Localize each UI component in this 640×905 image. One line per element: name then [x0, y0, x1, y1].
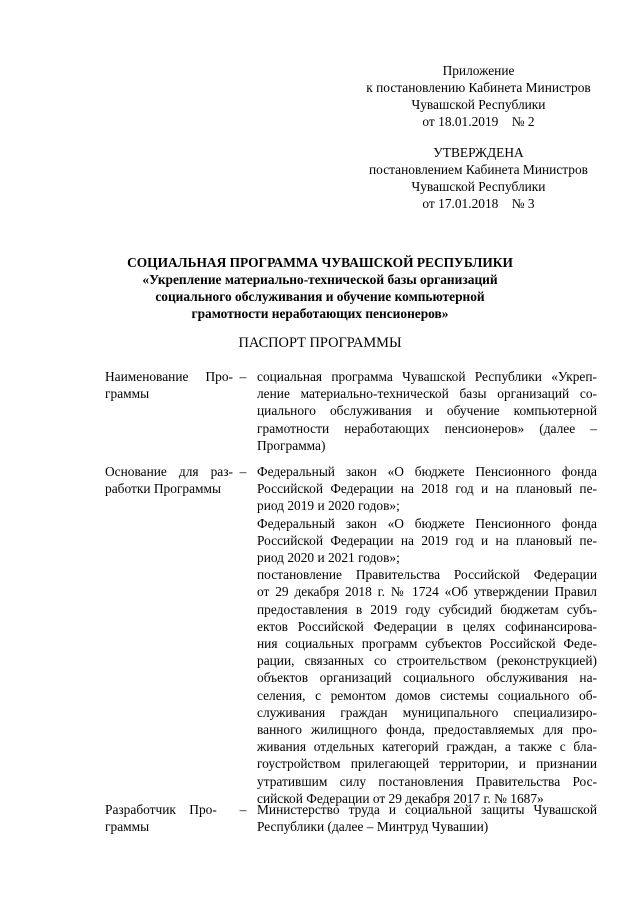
text-line: от 29 декабря 2018 г. № 1724 «Об утверждении Правил [257, 584, 597, 600]
text-line: ление материально-технической базы организаций со- [257, 386, 597, 402]
text-line: сийской Федерации от 29 декабря 2017 г. № 1687» [257, 790, 544, 806]
text-line: селения, с ремонтом домов системы социального об- [257, 687, 597, 703]
row-label-basis [105, 463, 233, 497]
text-line: Российской Федерации на 2019 год и на плановый пе- [257, 532, 597, 548]
text-line: Министерство труда и социальной защиты Чувашской [257, 802, 597, 817]
label-line: Основание для раз- [105, 464, 233, 479]
label-line: граммы [105, 819, 150, 834]
label-line: граммы [105, 386, 150, 401]
text-line: объектов организаций социального обслуживания на- [257, 670, 597, 686]
row-text-developer [257, 801, 597, 835]
text-line: постановление Правительства Российской Федерации [257, 567, 597, 583]
text-line: ектов Российской Федерации в целях софинансирова- [257, 618, 597, 634]
approved-line: Чувашской Республики [411, 179, 546, 194]
row-dash: – [239, 464, 247, 479]
text-line: ния социальных программ субъектов Российской Феде- [257, 636, 597, 652]
row-dash: – [239, 802, 247, 817]
text-line: риод 2019 и 2020 годов»; [257, 498, 400, 514]
text-line: Федеральный закон «О бюджете Пенсионного фонда [257, 464, 597, 479]
text-line: рации, связанных со строительством (реконструкцией) [257, 653, 597, 669]
appendix-date-line: от 18.01.2019 № 2 [422, 114, 535, 129]
text-line: циального обслуживания и обучение компьютерной [257, 403, 597, 419]
row-text-basis [257, 463, 597, 807]
text-line: служивания граждан муниципального специализиро- [257, 704, 597, 720]
text-line: предоставления в 2019 году субсидий бюджетам субъ- [257, 601, 597, 617]
row-dash: – [239, 369, 247, 384]
label-line: Наименование Про- [105, 369, 233, 384]
text-line: социальная программа Чувашской Республики «Укреп- [257, 369, 597, 384]
approved-line: постановлением Кабинета Министров [369, 162, 588, 177]
appendix-line: к постановлению Кабинета Министров [366, 80, 591, 95]
program-title: СОЦИАЛЬНАЯ ПРОГРАММА ЧУВАШСКОЙ РЕСПУБЛИКИ [127, 255, 513, 270]
text-line: Республики (далее – Минтруд Чувашии) [257, 819, 489, 835]
row-label-name [105, 368, 233, 402]
text-line: ванного жилищного фонда, предоставляемых для про- [257, 722, 597, 738]
text-line: грамотности неработающих пенсионеров» (далее – [257, 420, 597, 436]
text-line: Федеральный закон «О бюджете Пенсионного фонда [257, 515, 597, 531]
appendix-line: Чувашской Республики [411, 97, 546, 112]
passport-title: ПАСПОРТ ПРОГРАММЫ [238, 335, 402, 351]
approved-line: УТВЕРЖДЕНА [433, 145, 524, 160]
text-line: Российской Федерации на 2018 год и на плановый пе- [257, 481, 597, 497]
program-subtitle-line: грамотности неработающих пенсионеров» [191, 306, 449, 321]
label-line: Разработчик Про- [105, 802, 217, 817]
approved-date-line: от 17.01.2018 № 3 [422, 196, 535, 211]
text-line: утратившим силу постановления Правительства Рос- [257, 773, 597, 789]
program-subtitle-line: «Укрепление материально-технической базы организаций [142, 272, 498, 287]
row-label-developer [105, 801, 233, 835]
text-line: живания отдельных категорий граждан, а также с бла- [257, 739, 597, 755]
program-subtitle-line: социального обслуживания и обучение компьютерной [155, 289, 485, 304]
text-line: гоустройством прилегающей территории, и признании [257, 756, 597, 772]
text-line: Программа) [257, 437, 326, 453]
row-text-name [257, 368, 597, 454]
label-line: работки Программы [105, 481, 221, 496]
text-line: риод 2020 и 2021 годов»; [257, 550, 400, 566]
appendix-line: Приложение [442, 63, 515, 78]
